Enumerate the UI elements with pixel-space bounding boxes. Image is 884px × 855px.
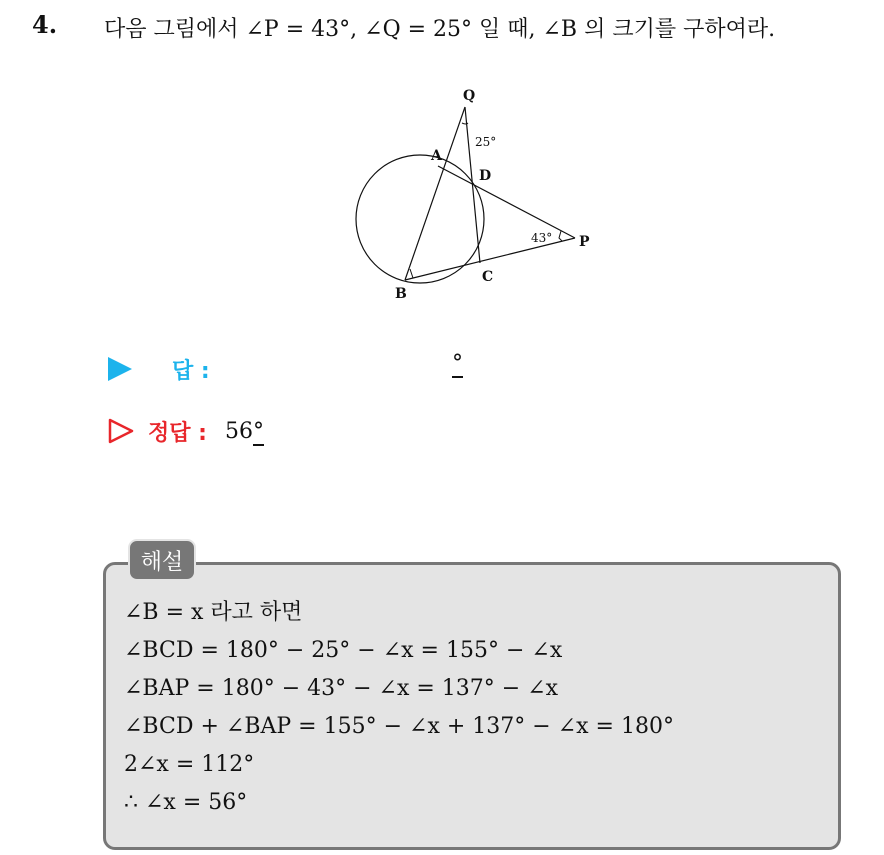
solution-lines <box>124 596 674 824</box>
outline-play-icon <box>108 418 134 444</box>
solution-line: ∴ ∠x = 56° <box>124 790 248 815</box>
angle-arc-b <box>410 269 413 278</box>
answer-row <box>108 352 210 386</box>
correct-answer-label: 정답 : <box>148 420 207 446</box>
correct-answer-number: 56 <box>224 418 253 444</box>
solution-line: ∠B = x 라고 하면 <box>124 600 303 625</box>
solution-line: 2∠x = 112° <box>124 752 255 777</box>
solution-tab: 해설 <box>128 539 196 581</box>
line-pa <box>438 166 575 238</box>
correct-answer-value <box>225 419 264 444</box>
solution-line: ∠BCD + ∠BAP = 155° − ∠x + 137° − ∠x = 180° <box>124 714 674 739</box>
answer-label: 답 : <box>172 358 210 384</box>
answer-blank-degree[interactable]: ° <box>452 351 463 376</box>
angle-arc-q <box>462 123 468 124</box>
label-a: A <box>431 148 442 164</box>
angle-arc-p <box>559 231 562 241</box>
solution-line: ∠BCD = 180° − 25° − ∠x = 155° − ∠x <box>124 638 563 663</box>
correct-answer-row <box>108 414 264 448</box>
label-b: B <box>395 286 407 302</box>
label-p: P <box>579 234 590 250</box>
angle-q-value: 25° <box>475 135 497 149</box>
label-d: D <box>479 168 492 184</box>
play-icon <box>108 357 132 381</box>
line-qb <box>405 107 465 280</box>
question-text: 다음 그림에서 ∠P = 43°, ∠Q = 25° 일 때, ∠B 의 크기를 구하여라. <box>104 17 776 42</box>
question-number: 4. <box>32 10 58 39</box>
geometry-figure <box>355 78 615 310</box>
angle-p-value: 43° <box>531 231 553 245</box>
circle <box>356 155 484 283</box>
label-c: C <box>482 269 494 285</box>
label-q: Q <box>463 88 476 104</box>
solution-line: ∠BAP = 180° − 43° − ∠x = 137° − ∠x <box>124 676 559 701</box>
line-qc <box>465 107 480 263</box>
correct-answer-unit: ° <box>252 418 264 444</box>
